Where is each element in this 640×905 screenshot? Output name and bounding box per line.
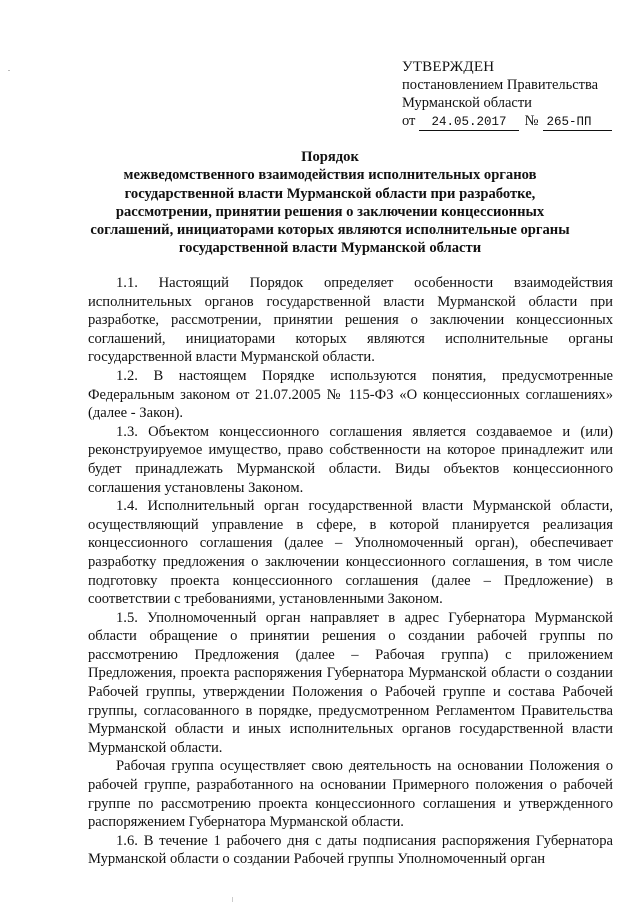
- paragraph: Рабочая группа осуществляет свою деятельность на основании Положения о рабочей группе, разработанного на основании Примерного положения о рабочей группе по рассмотрению проекта концессионного соглашения и утвержденного распоряжением Губернатора Мурманской области.: [88, 758, 613, 831]
- title-line: Порядок: [301, 149, 359, 165]
- title-line: рассмотрении, принятии решения о заключении концессионных: [115, 203, 545, 220]
- paragraph: 1.1. Настоящий Порядок определяет особенности взаимодействия исполнительных органов государственной власти Мурманской области при разработке, рассмотрении, принятии решения о заключении концессионных соглашений, инициаторами которых являются исполнительные органы государственной власти Мурманской области.: [88, 275, 613, 366]
- from-label: от: [402, 113, 416, 129]
- approval-stamp: [402, 58, 612, 131]
- paragraph: 1.4. Исполнительный орган государственной власти Мурманской области, осуществляющий управление в сфере, в которой планируется реализация концессионного соглашения (далее – Уполномоченный орган), обеспечивает разработку предложения о заключении концессионного соглашения, в том числе подготовку проекта концессионного соглашения (далее – Предложение) в соответствии с требованиями, установленными Законом.: [88, 498, 613, 608]
- title-line: соглашений, инициаторами которых являются исполнительные органы: [90, 222, 570, 239]
- approval-heading: УТВЕРЖДЕН: [402, 59, 495, 75]
- paragraph: 1.2. В настоящем Порядке используются понятия, предусмотренные Федеральным законом от 21.07.2005 № 115-ФЗ «О концессионных соглашениях» (далее - Закон).: [88, 367, 613, 422]
- document-title: [88, 148, 572, 258]
- approval-line: постановлением Правительства: [402, 77, 599, 93]
- title-line: государственной власти Мурманской области при разработке,: [124, 185, 536, 202]
- document-body: [88, 274, 613, 869]
- paragraph: 1.6. В течение 1 рабочего дня с даты подписания распоряжения Губернатора Мурманской области о создании Рабочей группы Уполномоченный орган: [88, 832, 613, 868]
- title-line: государственной власти Мурманской области: [178, 240, 482, 257]
- approval-date: 24.05.2017: [419, 115, 518, 131]
- title-line: межведомственного взаимодействия исполнительных органов: [123, 167, 537, 184]
- paragraph: 1.3. Объектом концессионного соглашения является создаваемое и (или) реконструируемое имущество, право собственности на которое принадлежит или будет принадлежать Мурманской области. Виды объектов концессионного соглашения установлены Законом.: [88, 423, 613, 496]
- approval-number: 265-ПП: [543, 115, 613, 131]
- number-sign: №: [524, 113, 539, 129]
- approval-date-line: [402, 112, 612, 131]
- scan-artifact: [8, 70, 10, 71]
- approval-line: Мурманской области: [402, 95, 532, 111]
- paragraph: 1.5. Уполномоченный орган направляет в адрес Губернатора Мурманской области обращение о принятии решения о создании рабочей группы по рассмотрению Предложения (далее – Рабочая группа) с приложением Предложения, проекта распоряжения Губернатора Мурманской области о создании Рабочей группы, утверждении Положения о Рабочей группе и состава Рабочей группы, согласованного в порядке, предусмотренном Регламентом Правительства Мурманской области и иных исполнительных органов государственной власти Мурманской области.: [88, 609, 613, 756]
- scan-artifact: [232, 897, 233, 902]
